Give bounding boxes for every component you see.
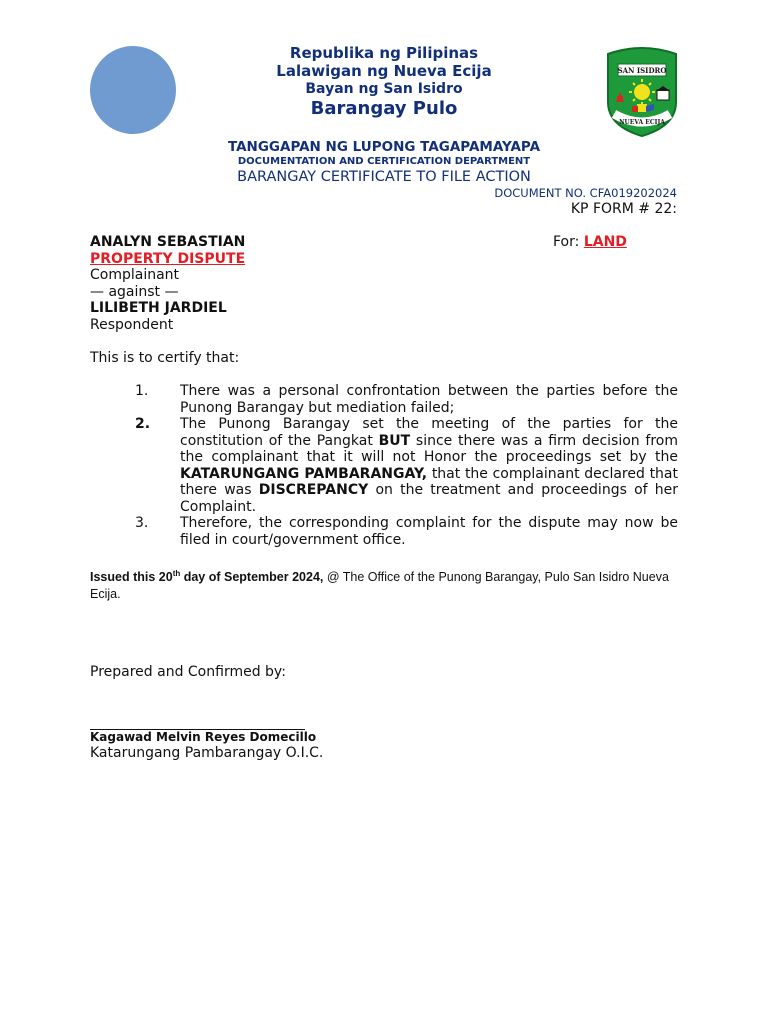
item-emphasis: KATARUNGANG PAMBARANGAY, [180,465,428,482]
issued-date-prefix: Issued this 20 [90,570,173,585]
item-emphasis: DISCREPANCY [258,482,369,498]
barangay-logo-circle [90,46,176,134]
item-text-part: that the complainant declared that there was [180,465,678,498]
item-text-part: on the treatment and proceedings of her Complaint. [180,482,679,515]
certificate-title: BARANGAY CERTIFICATE TO FILE ACTION [237,169,531,185]
certify-list [90,383,678,548]
list-item [90,416,678,515]
certify-intro: This is to certify that: [90,350,240,366]
letterhead [200,44,568,120]
list-item [90,515,678,548]
for-line [553,234,627,251]
signer-name: Kagawad Melvin Reyes Domecillo [90,730,317,744]
case-type: PROPERTY DISPUTE [90,250,246,267]
complainant-name: ANALYN SEBASTIAN [90,234,246,250]
issued-statement [90,565,678,603]
item-text [180,416,678,515]
item-text: Therefore, the corresponding complaint for the dispute may now be filed in court/government office. [180,515,678,548]
san-isidro-seal-icon [604,44,680,138]
for-value: LAND [583,234,627,250]
municipality-line: Bayan ng San Isidro [305,81,463,97]
republic-line: Republika ng Pilipinas [289,44,479,62]
item-text-part: The Punong Barangay set the meeting of the parties for the constitution of the Pangkat [180,416,678,449]
item-number: 1. [135,383,149,399]
barangay-name: Barangay Pulo [310,98,458,119]
parties-block [90,234,245,333]
against-label: — against — [90,283,179,300]
item-text: There was a personal confrontation between the parties before the Punong Barangay but mediation failed; [180,383,678,416]
issued-date-superscript: th [172,569,181,578]
office-block [200,139,568,186]
respondent-name: LILIBETH JARDIEL [90,300,227,316]
item-text-part: since there was a firm decision from the complainant that it will not Honor the proceedings set by the [180,432,678,465]
issued-location: @ The Office of the Punong Barangay, Pulo San Isidro Nueva Ecija. [90,570,669,602]
for-label: For: [553,234,580,250]
seal-top-text: SAN ISIDRO [617,66,667,75]
seal-bottom-text: NUEVA ECIJA [619,119,665,126]
respondent-label: Respondent [90,316,174,333]
kp-form-number: KP FORM # 22: [570,201,677,217]
issued-date-suffix: day of September 2024, [180,570,324,585]
document-number: DOCUMENT NO. CFA019202024 [494,186,677,200]
prepared-label: Prepared and Confirmed by: [90,664,286,680]
province-line: Lalawigan ng Nueva Ecija [276,62,492,80]
item-number: 2. [135,416,151,432]
department-name: DOCUMENTATION AND CERTIFICATION DEPARTMENT [237,156,531,167]
office-title: TANGGAPAN NG LUPONG TAGAPAMAYAPA [227,139,541,155]
complainant-label: Complainant [90,267,180,283]
item-number: 3. [135,515,149,531]
list-item [90,383,678,416]
item-emphasis: BUT [378,432,411,449]
signer-role: Katarungang Pambarangay O.I.C. [90,745,324,761]
